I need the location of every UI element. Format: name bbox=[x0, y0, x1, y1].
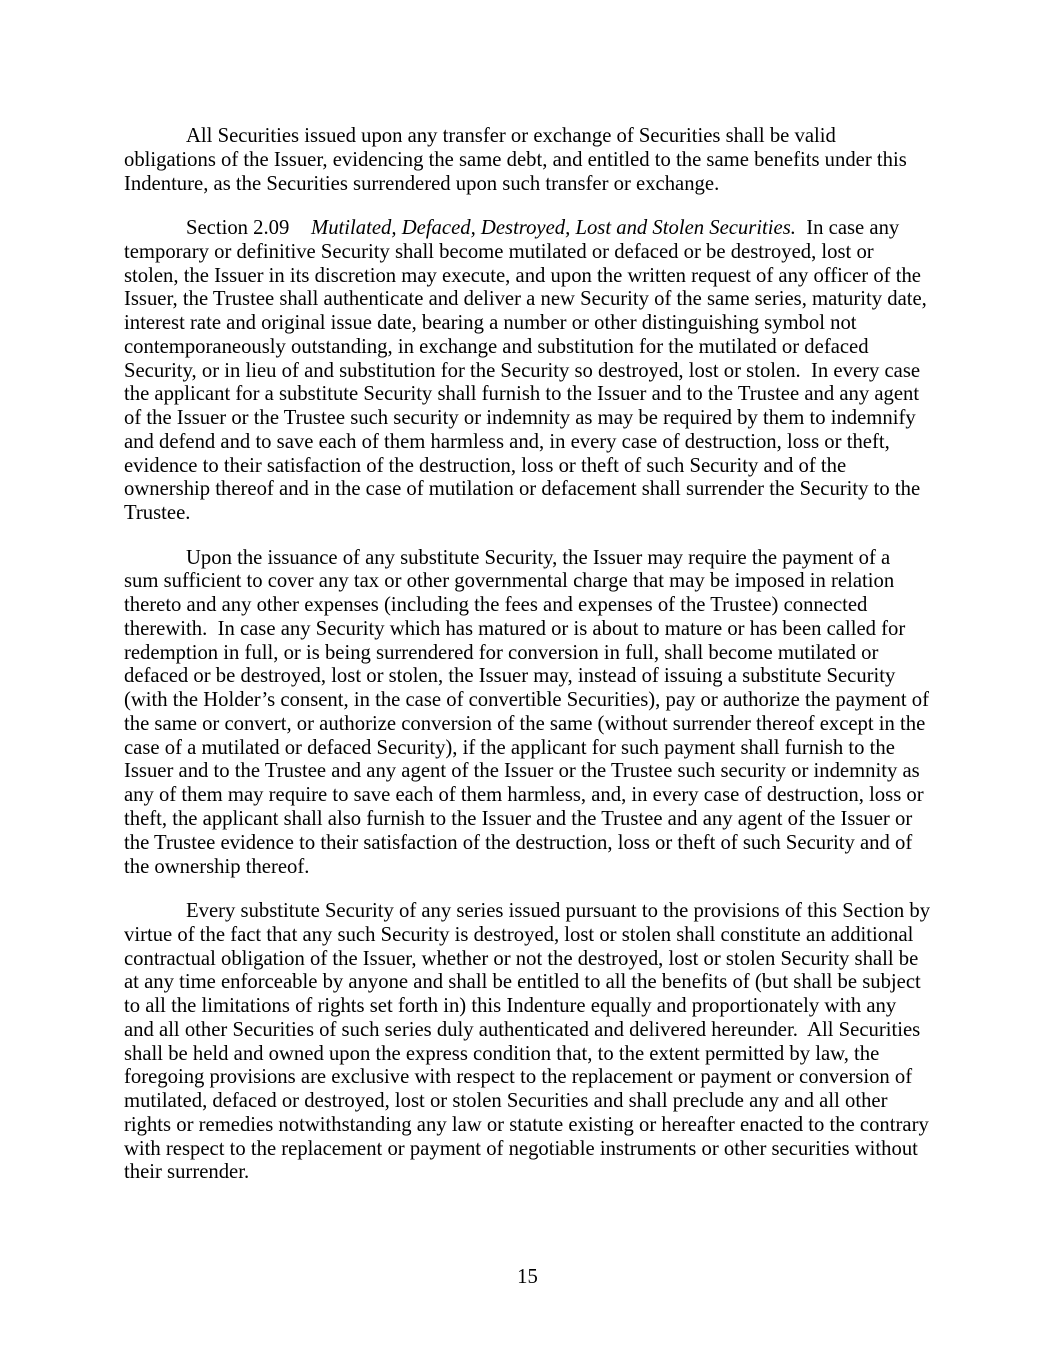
section-heading-line bbox=[124, 217, 931, 241]
text-line: Every substitute Security of any series issued pursuant to the provisions of this Section by bbox=[186, 899, 931, 922]
paragraph-transfer-validity bbox=[124, 125, 931, 196]
text-line: the Trustee evidence to their satisfaction of the destruction, loss or theft of such Security and of bbox=[124, 831, 913, 854]
text-line: at any time enforceable by anyone and shall be entitled to all the benefits of (but shall be subject bbox=[124, 971, 921, 994]
paragraph-substitute-issuance bbox=[124, 547, 931, 880]
text-line: to all the limitations of rights set forth in) this Indenture equally and proportionately with any bbox=[124, 995, 897, 1018]
text-line: Issuer and to the Trustee and any agent of the Issuer or the Trustee such security or indemnity as bbox=[124, 760, 920, 783]
text-line: theft, the applicant shall also furnish to the Issuer and the Trustee and any agent of the Issuer or bbox=[124, 808, 913, 831]
text-line: sum sufficient to cover any tax or other governmental charge that may be imposed in relation bbox=[124, 570, 895, 593]
text-line: therewith. In case any Security which has matured or is about to mature or has been called for bbox=[124, 617, 906, 640]
text-line: their surrender. bbox=[124, 1161, 250, 1184]
text-line: the ownership thereof. bbox=[124, 855, 310, 878]
document-page bbox=[124, 125, 931, 1206]
text-line: contemporaneously outstanding, in exchange and substitution for the mutilated or defaced bbox=[124, 335, 869, 358]
text-line: case of a mutilated or defaced Security), if the applicant for such payment shall furnish to the bbox=[124, 736, 895, 759]
text-line: Indenture, as the Securities surrendered upon such transfer or exchange. bbox=[124, 172, 720, 195]
page-number: 15 bbox=[517, 1266, 538, 1288]
text-line: Issuer, the Trustee shall authenticate and deliver a new Security of the same series, maturity date, bbox=[124, 288, 927, 311]
section-number: Section 2.09 bbox=[186, 216, 290, 239]
text-line: contractual obligation of the Issuer, whether or not the destroyed, lost or stolen Security shall be bbox=[124, 947, 919, 970]
text-line: ownership thereof and in the case of mutilation or defacement shall surrender the Security to the bbox=[124, 478, 921, 501]
text-line: shall be held and owned upon the express condition that, to the extent permitted by law, the bbox=[124, 1042, 880, 1065]
text-line: In case any bbox=[795, 216, 900, 239]
text-line: evidence to their satisfaction of the destruction, loss or theft of such Security and of the bbox=[124, 454, 847, 477]
text-line: Trustee. bbox=[124, 502, 191, 525]
text-line: temporary or definitive Security shall become mutilated or defaced or be destroyed, lost or bbox=[124, 240, 874, 263]
text-line: and all other Securities of such series duly authenticated and delivered hereunder. All Securities bbox=[124, 1018, 921, 1041]
text-line: of the Issuer or the Trustee such security or indemnity as may be required by them to indemnify bbox=[124, 407, 916, 430]
paragraph-section-2-09 bbox=[124, 217, 931, 526]
section-heading: Mutilated, Defaced, Destroyed, Lost and Stolen Securities. bbox=[311, 216, 796, 239]
text-line: the applicant for a substitute Security shall furnish to the Issuer and to the Trustee and any agent bbox=[124, 383, 920, 406]
text-line: Security, or in lieu of and substitution for the Security so destroyed, lost or stolen. In every case bbox=[124, 359, 921, 382]
text-line: the same or convert, or authorize conversion of the same (without surrender thereof except in the bbox=[124, 712, 926, 735]
text-line: with respect to the replacement or payment of negotiable instruments or other securities without bbox=[124, 1137, 918, 1160]
text-line: virtue of the fact that any such Security is destroyed, lost or stolen shall constitute an additional bbox=[124, 923, 914, 946]
text-line: redemption in full, or is being surrendered for conversion in full, shall become mutilated or bbox=[124, 641, 879, 664]
text-line: thereto and any other expenses (including the fees and expenses of the Trustee) connected bbox=[124, 594, 868, 617]
text-line: (with the Holder’s consent, in the case of convertible Securities), pay or authorize the payment of bbox=[124, 689, 929, 712]
text-line: foregoing provisions are exclusive with respect to the replacement or payment or conversion of bbox=[124, 1066, 913, 1089]
text-line: All Securities issued upon any transfer or exchange of Securities shall be valid bbox=[186, 125, 836, 147]
text-line: obligations of the Issuer, evidencing the same debt, and entitled to the same benefits under this bbox=[124, 148, 907, 171]
text-line: defaced or be destroyed, lost or stolen, the Issuer may, instead of issuing a substitute Security bbox=[124, 665, 896, 688]
text-line: Upon the issuance of any substitute Security, the Issuer may require the payment of a bbox=[186, 546, 891, 569]
text-line: mutilated, defaced or destroyed, lost or stolen Securities and shall preclude any and all other bbox=[124, 1090, 888, 1113]
text-line: stolen, the Issuer in its discretion may execute, and upon the written request of any officer of the bbox=[124, 264, 921, 287]
text-line: rights or remedies notwithstanding any law or statute existing or hereafter enacted to the contrary bbox=[124, 1113, 929, 1136]
text-line: any of them may require to save each of them harmless, and, in every case of destruction, loss or bbox=[124, 784, 924, 807]
text-line: and defend and to save each of them harmless and, in every case of destruction, loss or theft, bbox=[124, 430, 890, 453]
text-line: interest rate and original issue date, bearing a number or other distinguishing symbol not bbox=[124, 312, 857, 335]
paragraph-contractual-obligation bbox=[124, 900, 931, 1185]
